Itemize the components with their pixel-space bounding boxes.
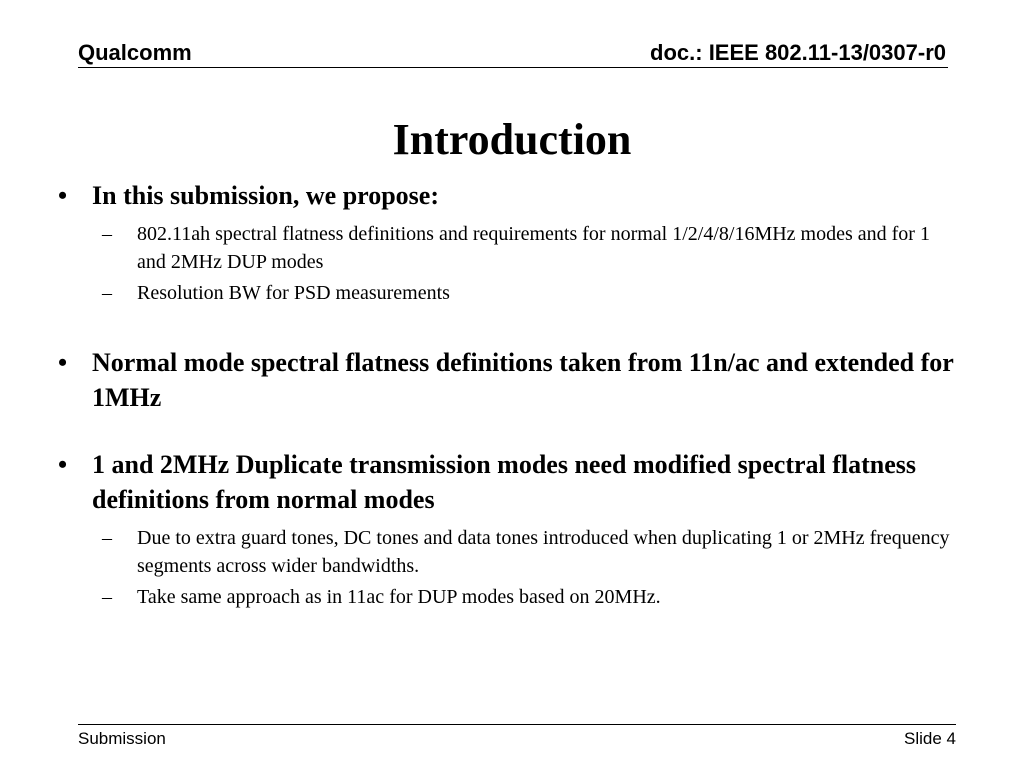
sub-bullet-marker: – (102, 586, 112, 608)
bullet-item (58, 178, 958, 213)
sub-bullet-item (58, 220, 958, 276)
bullet-marker: • (58, 181, 68, 210)
sub-bullet-marker: – (102, 527, 112, 549)
slide-title: Introduction (392, 115, 632, 164)
sub-bullet-text: 802.11ah spectral flatness definitions and requirements for normal 1/2/4/8/16MHz modes and for 1 and 2MHz DUP modes (137, 223, 930, 273)
sub-bullet-text: Due to extra guard tones, DC tones and data tones introduced when duplicating 1 or 2MHz frequency segments across wider bandwidths. (137, 527, 950, 577)
header-organization: Qualcomm (78, 40, 192, 65)
bullet-marker: • (58, 450, 68, 479)
footer-divider (78, 724, 956, 725)
slide-number: Slide 4 (904, 729, 956, 748)
slide-body (58, 178, 958, 611)
sub-bullet-marker: – (102, 223, 112, 245)
sub-bullet-item (58, 583, 958, 611)
bullet-item (58, 345, 958, 415)
sub-bullet-text: Take same approach as in 11ac for DUP modes based on 20MHz. (137, 586, 661, 608)
header-divider (78, 67, 948, 68)
sub-bullet-text: Resolution BW for PSD measurements (137, 282, 450, 304)
sub-bullet-marker: – (102, 282, 112, 304)
bullet-item (58, 447, 958, 517)
bullet-text: 1 and 2MHz Duplicate transmission modes need modified spectral flatness definitions from normal modes (92, 450, 917, 514)
bullet-marker: • (58, 348, 68, 377)
footer-label: Submission (78, 729, 166, 748)
sub-bullet-item (58, 524, 958, 580)
sub-bullet-item (58, 279, 958, 307)
bullet-text: In this submission, we propose: (92, 181, 440, 210)
header-document-id: doc.: IEEE 802.11-13/0307-r0 (650, 40, 946, 65)
bullet-text: Normal mode spectral flatness definitions taken from 11n/ac and extended for 1MHz (92, 348, 954, 412)
